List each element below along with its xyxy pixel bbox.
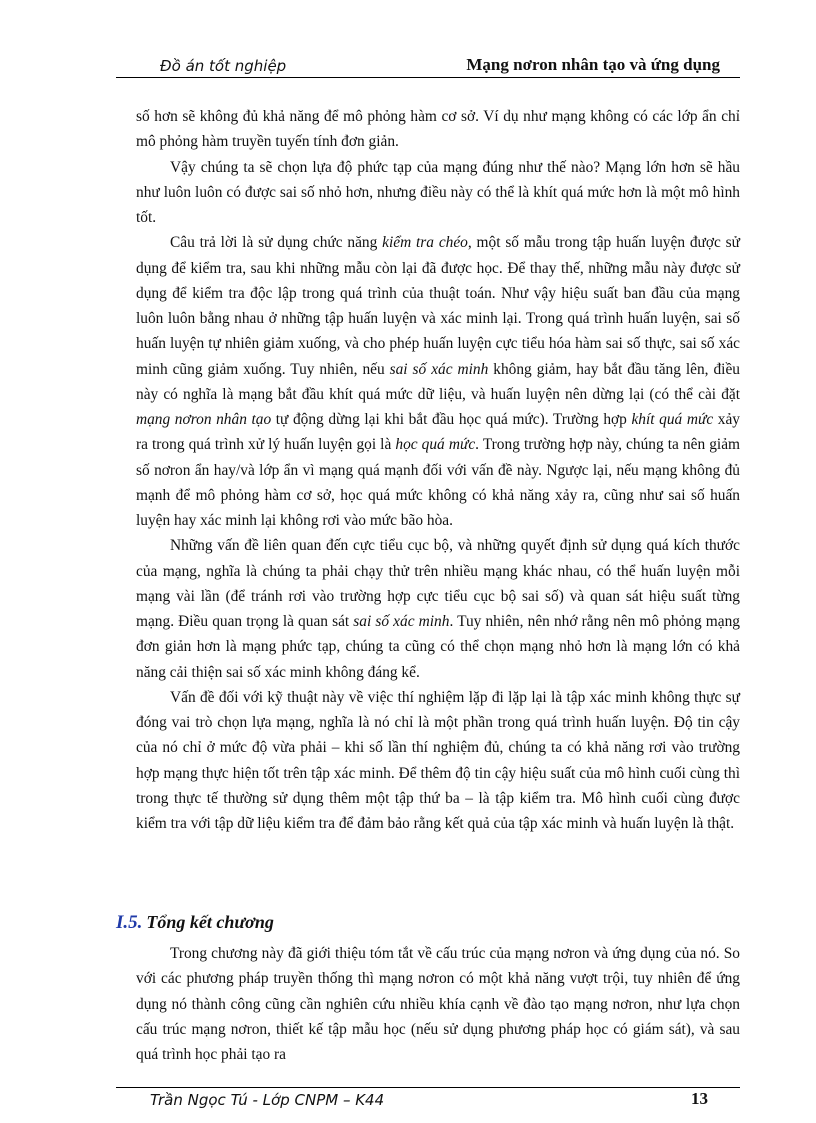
section-title: Tổng kết chương: [146, 912, 274, 932]
paragraph-1: số hơn sẽ không đủ khả năng để mô phỏng hàm cơ sở. Ví dụ như mạng không có các lớp ẩn chỉ mô phỏng hàm truyền tuyến tính đơn giản.: [136, 108, 740, 151]
footer-divider: [116, 1087, 740, 1088]
paragraph-3-text-5: xảy ra trong quá trình xử lý huấn luyện gọi là: [136, 411, 740, 454]
section-paragraph-1: Trong chương này đã giới thiệu tóm tắt về cấu trúc của mạng nơron và ứng dụng của nó. So với các phương pháp truyền thống thì mạng nơron có một khả năng vượt trội, tuy nhiên để ứng dụng nó thành công cũng cần nghiên cứu nhiều khía cạnh về đào tạo mạng nơron, như lựa chọn cấu trúc mạng nơron, thiết kế tập mẫu học (nếu sử dụng phương pháp học có giám sát), và sau quá trình học phải tạo ra: [136, 945, 740, 1063]
paragraph-4: [136, 533, 740, 685]
main-text: [136, 104, 740, 836]
term-overfitting: khít quá mức: [631, 411, 714, 428]
paragraph-4-text-1: Những vấn đề liên quan đến cực tiểu cục bộ, và những quyết định sử dụng quá kích thước của mạng, nghĩa là chúng ta phải chạy thử trên nhiều mạng khác nhau, có thể huấn luyện mỗi mạng vài lần (để tránh rơi vào trường hợp cực tiểu cục bộ sai số) và quan sát hiệu suất từng mạng. Điều quan trọng là quan sát: [136, 537, 740, 630]
term-overlearning: học quá mức: [395, 436, 476, 454]
footer-author: Trần Ngọc Tú - Lớp CNPM – K44: [150, 1091, 385, 1109]
section-heading: [116, 912, 274, 934]
term-validation-error: sai số xác minh: [389, 360, 489, 378]
header-document-title: Mạng nơron nhân tạo và ứng dụng: [466, 55, 720, 74]
paragraph-5: Vấn đề đối với kỹ thuật này về việc thí nghiệm lặp đi lặp lại là tập xác minh không thực sự đóng vai trò chọn lựa mạng, nghĩa là nó chỉ là một phần trong quá trình huấn luyện. Độ tin cậy của nó chỉ ở mức độ vừa phải – khi số lần thí nghiệm đủ, chúng ta có khả năng rơi vào trường hợp mạng thực hiện tốt trên tập xác minh. Để thêm độ tin cậy hiệu suất của mô hình cuối cùng thì trong thực tế thường sử dụng thêm một tập thứ ba – là tập kiểm tra. Mô hình cuối cùng được kiểm tra với tập dữ liệu kiểm tra để đảm bảo rằng kết quả của tập xác minh và huấn luyện là thật.: [136, 688, 740, 832]
section-number: I.5.: [116, 912, 143, 933]
page-number: 13: [691, 1089, 708, 1108]
paragraph-3-text-2: , một số mẫu trong tập huấn luyện được sử dụng để kiểm tra, sau khi những mẫu còn lại đã được học. Để thay thế, những mẫu này được sử dụng để kiểm tra độc lập trong quá trình của thuật toán. Như vậy hiệu suất ban đầu của mạng luôn luôn bằng nhau ở những tập huấn luyện và xác minh lại. Trong quá trình huấn luyện, sai số huấn luyện tự nhiên giảm xuống, và cho phép huấn luyện cực tiểu hóa hàm sai số thực, sai số xác minh cũng giảm xuống. Tuy nhiên, nếu: [136, 234, 740, 378]
paragraph-3-text-3: không giảm, hay bắt đầu tăng lên, điều này có nghĩa là mạng bắt đầu khít quá mức dữ liệu, và huấn luyện nên dừng lại (có thể cài đặt: [136, 360, 740, 403]
term-artificial-neural-network: mạng nơron nhân tạo: [136, 411, 272, 428]
header-divider: [116, 77, 740, 78]
paragraph-3: [136, 230, 740, 533]
section-text: [136, 941, 740, 1067]
paragraph-2: Vậy chúng ta sẽ chọn lựa độ phức tạp của mạng đúng như thế nào? Mạng lớn hơn sẽ hầu như luôn luôn có được sai số nhỏ hơn, nhưng điều này có thể là khít quá mức hơn là một mô hình tốt.: [136, 158, 740, 226]
header-document-type: Đồ án tốt nghiệp: [160, 57, 287, 75]
paragraph-3-text-4: tự động dừng lại khi bắt đầu học quá mức). Trường hợp: [271, 411, 632, 428]
paragraph-4-text-2: . Tuy nhiên, nên nhớ rằng nên mô phỏng mạng đơn giản hơn là mạng phức tạp, chúng ta cũng có thể chọn mạng nhỏ hơn là mạng lớn có khả năng cải thiện sai số xác minh không đáng kể.: [136, 613, 740, 681]
term-validation-error-2: sai số xác minh: [353, 613, 450, 630]
paragraph-3-text-1: Câu trả lời là sử dụng chức năng: [170, 234, 383, 252]
term-cross-validation: kiểm tra chéo: [382, 234, 468, 252]
paragraph-3-text-6: . Trong trường hợp này, chúng ta nên giảm số nơron ẩn hay/và lớp ẩn vì mạng quá mạnh đối với vấn đề này. Ngược lại, nếu mạng không đủ mạnh để mô phỏng hàm cơ sở, học quá mức không có khả năng xảy ra, cũng như sai số huấn luyện hay xác minh lại không rơi vào mức bão hòa.: [136, 436, 740, 529]
